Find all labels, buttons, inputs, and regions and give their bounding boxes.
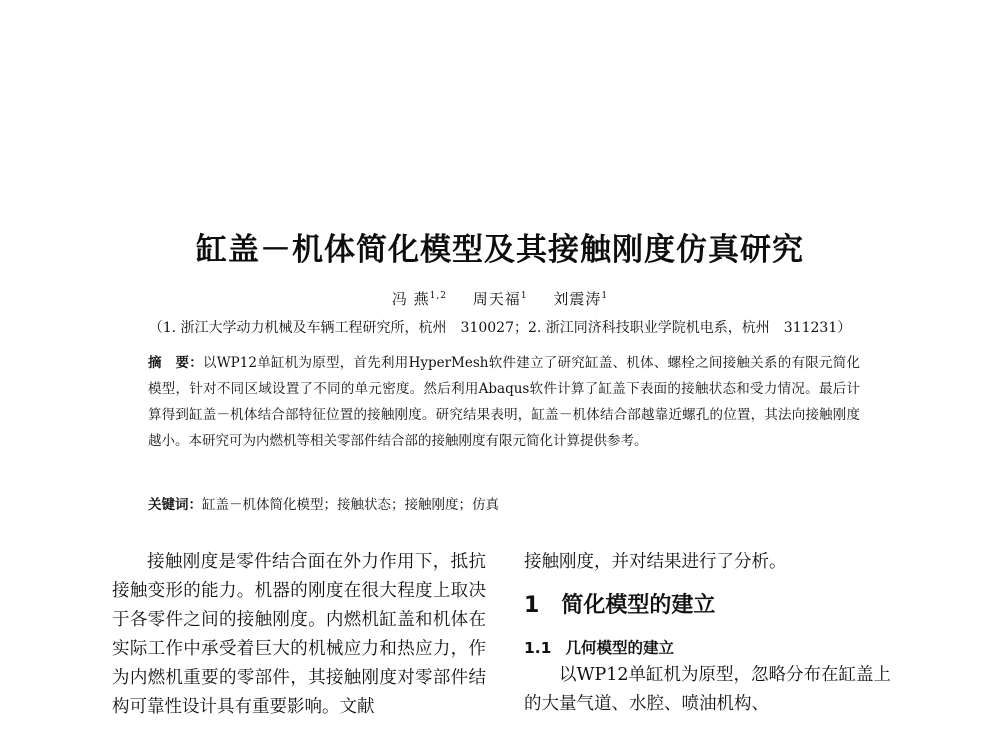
paper-title: 缸盖－机体简化模型及其接触刚度仿真研究 <box>196 232 804 268</box>
intro-paragraph: 接触刚度是零件结合面在外力作用下，抵抗接触变形的能力。机器的刚度在很大程度上取决于各零件之间的接触刚度。内燃机缸盖和机体在实际工作中承受着巨大的机械应力和热应力，作为内燃机重要的零部件，其接触刚度对零部件结构可靠性设计具有重要影响。文献 <box>112 552 486 717</box>
keywords-label: 关键词： <box>148 497 202 513</box>
abstract <box>148 350 860 454</box>
author-list <box>0 288 1000 309</box>
author: 周天福$^1$ <box>472 290 528 308</box>
abstract-text: 以WP12单缸机为原型，首先利用HyperMesh软件建立了研究缸盖、机体、螺栓之间接触关系的有限元简化模型，针对不同区域设置了不同的单元密度。然后利用Abaqus软件计算了缸盖下表面的接触状态和受力情况。最后计算得到缸盖－机体结合部特征位置的接触刚度。研究结果表明，缸盖－机体结合部越靠近螺孔的位置，其法向接触刚度越小。本研究可为内燃机等相关零部件结合部的接触刚度有限元简化计算提供参考。 <box>148 355 860 449</box>
author: 刘震涛$^1$ <box>553 290 609 308</box>
section-heading-1: 1 简化模型的建立 <box>524 593 716 618</box>
body-column-left <box>112 548 486 722</box>
abstract-label: 摘 要： <box>148 355 204 371</box>
section-paragraph: 以WP12单缸机为原型，忽略分布在缸盖上的大量气道、水腔、喷油机构、 <box>524 665 892 714</box>
keywords-text: 缸盖－机体简化模型；接触状态；接触刚度；仿真 <box>202 497 499 513</box>
author-affiliation: （1. 浙江大学动力机械及车辆工程研究所，杭州 310027；2. 浙江同济科技职业学院机电系，杭州 311231） <box>148 320 852 336</box>
continuation-text: 接触刚度，并对结果进行了分析。 <box>524 552 787 572</box>
body-column-right <box>524 548 908 719</box>
keywords <box>148 492 860 518</box>
section-heading-1-1: 1.1 几何模型的建立 <box>524 639 674 657</box>
author: 冯 燕$^{1,2}$ <box>391 290 448 308</box>
